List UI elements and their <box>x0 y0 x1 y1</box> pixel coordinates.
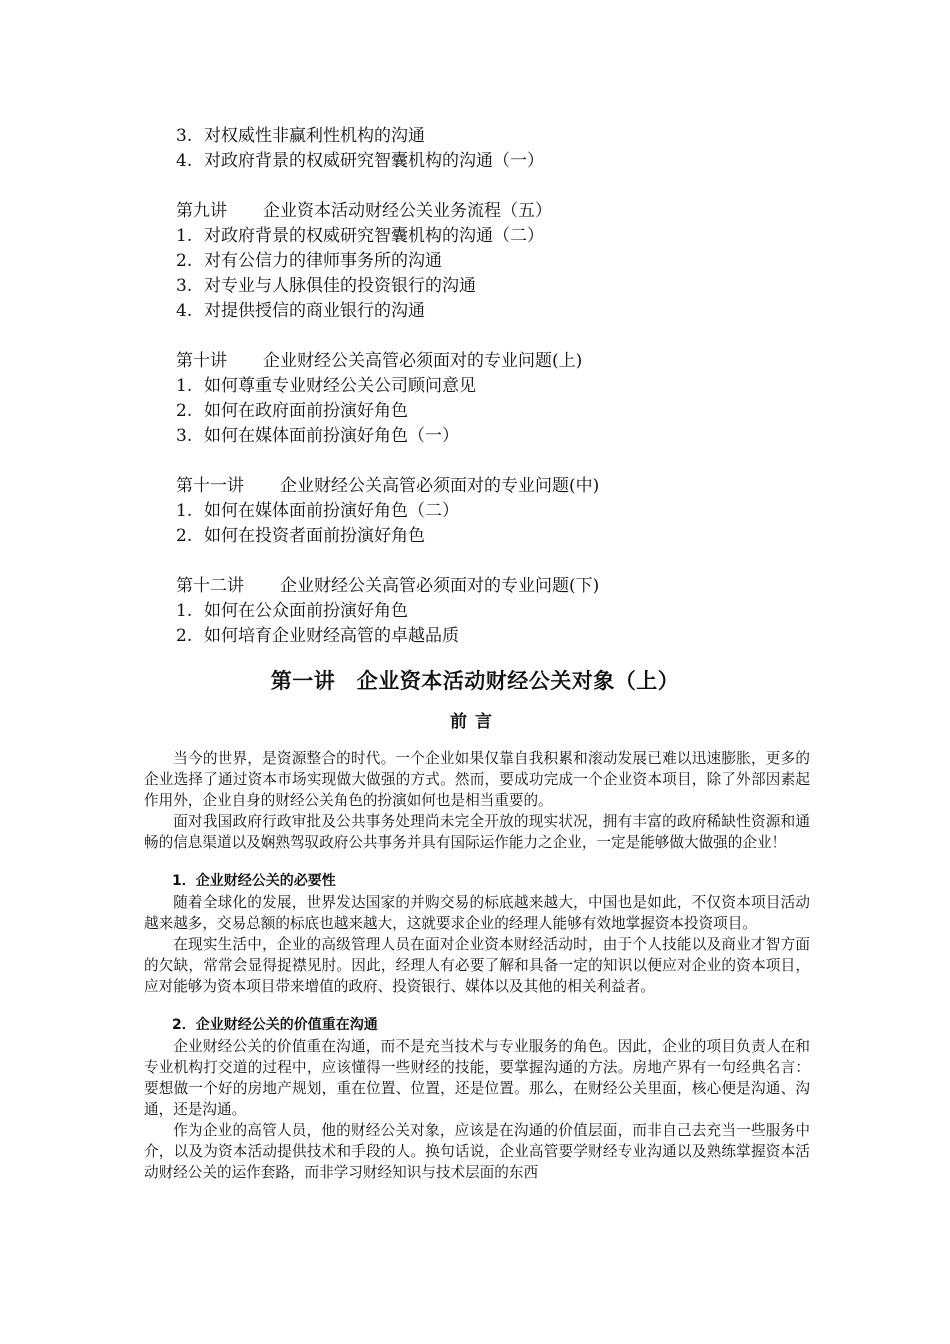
lecture-heading <box>176 199 816 224</box>
toc-item-number: 2. <box>176 526 193 546</box>
toc-item-number: 2. <box>176 251 193 271</box>
toc-item-number: 2. <box>176 626 193 646</box>
section-heading: 2．企业财经公关的价值重在沟通 <box>172 1017 378 1033</box>
toc-item-number: 1. <box>176 376 193 396</box>
toc-item-number: 3. <box>176 126 193 146</box>
section-paragraph: 作为企业的高管人员，他的财经公关对象，应该是在沟通的价值层面，而非自己去充当一些服务中介，以及为资本活动提供技术和手段的人。换句话说，企业高管要学财经专业沟通以及熟练掌握资本活动财经公关的运作套路，而非学习财经知识与技术层面的东西 <box>144 1122 810 1181</box>
toc-item-number: 4. <box>176 301 193 321</box>
toc-item-text: 对政府背景的权威研究智囊机构的沟通（二） <box>204 226 544 246</box>
toc-item <box>176 424 816 449</box>
section-heading: 1．企业财经公关的必要性 <box>172 873 336 889</box>
toc-item-number: 3. <box>176 276 193 296</box>
lecture-number: 第十二讲 <box>176 576 244 596</box>
toc-item-text: 如何尊重专业财经公关公司顾问意见 <box>204 376 476 396</box>
toc-item-number: 1. <box>176 226 193 246</box>
toc-item <box>176 524 816 549</box>
toc-item-text: 如何在媒体面前扮演好角色（一） <box>204 426 459 446</box>
body-text <box>144 748 810 1183</box>
lecture-number: 第十一讲 <box>176 476 244 496</box>
lecture-number: 第十讲 <box>176 351 227 371</box>
toc-item <box>176 224 816 249</box>
lecture-title: 企业财经公关高管必须面对的专业问题(下) <box>280 576 600 596</box>
toc-item <box>176 624 816 649</box>
lecture-heading <box>176 349 816 374</box>
toc-item-text: 对权威性非赢利性机构的沟通 <box>204 126 425 146</box>
toc-item <box>176 399 816 424</box>
toc-item <box>176 374 816 399</box>
toc-item-number: 1. <box>176 601 193 621</box>
toc-item-text: 如何在投资者面前扮演好角色 <box>204 526 425 546</box>
toc-item-number: 3. <box>176 426 193 446</box>
toc-item-text: 如何在公众面前扮演好角色 <box>204 601 408 621</box>
table-of-contents <box>176 124 816 649</box>
preface-title: 前言 <box>450 712 500 732</box>
lecture-number: 第九讲 <box>176 201 227 221</box>
toc-item-text: 对提供授信的商业银行的沟通 <box>204 301 425 321</box>
lecture-title: 企业财经公关高管必须面对的专业问题(上) <box>263 351 583 371</box>
toc-item-number: 1. <box>176 501 193 521</box>
toc-item <box>176 249 816 274</box>
toc-item <box>176 124 816 149</box>
lecture-heading <box>176 474 816 499</box>
lecture-title: 企业资本活动财经公关业务流程（五） <box>263 201 552 221</box>
section-paragraph: 随着全球化的发展，世界发达国家的并购交易的标底越来越大，中国也是如此，不仅资本项目活动越来越多，交易总额的标底也越来越大，这就要求企业的经理人能够有效地掌握资本投资项目。 <box>144 894 810 932</box>
toc-item <box>176 149 816 174</box>
toc-item-text: 如何在政府面前扮演好角色 <box>204 401 408 421</box>
toc-item-text: 如何在媒体面前扮演好角色（二） <box>204 501 459 521</box>
lecture-title: 企业财经公关高管必须面对的专业问题(中) <box>280 476 600 496</box>
toc-item <box>176 299 816 324</box>
chapter-title: 第一讲 企业资本活动财经公关对象（上） <box>270 669 680 693</box>
toc-item <box>176 599 816 624</box>
section-paragraph: 在现实生活中，企业的高级管理人员在面对企业资本财经活动时，由于个人技能以及商业才智方面的欠缺，常常会显得捉襟见肘。因此，经理人有必要了解和具备一定的知识以便应对企业的资本项目，应对能够为资本项目带来增值的政府、投资银行、媒体以及其他的相关利益者。 <box>144 936 810 995</box>
section-paragraph: 企业财经公关的价值重在沟通，而不是充当技术与专业服务的角色。因此，企业的项目负责人在和专业机构打交道的过程中，应该懂得一些财经的技能，要掌握沟通的方法。房地产界有一句经典名言：要想做一个好的房地产规划，重在位置、位置，还是位置。那么，在财经公关里面，核心便是沟通、沟通，还是沟通。 <box>144 1038 810 1118</box>
toc-item <box>176 499 816 524</box>
toc-item <box>176 274 816 299</box>
toc-item-number: 4. <box>176 151 193 171</box>
preface-paragraph: 当今的世界，是资源整合的时代。一个企业如果仅靠自我积累和滚动发展已难以迅速膨胀，更多的企业选择了通过资本市场实现做大做强的方式。然而，要成功完成一个企业资本项目，除了外部因素起作用外，企业自身的财经公关角色的扮演如何也是相当重要的。 <box>144 750 810 809</box>
lecture-heading <box>176 574 816 599</box>
toc-item-text: 对专业与人脉俱佳的投资银行的沟通 <box>204 276 476 296</box>
toc-item-text: 对政府背景的权威研究智囊机构的沟通（一） <box>204 151 544 171</box>
toc-item-text: 如何培育企业财经高管的卓越品质 <box>204 626 459 646</box>
preface-paragraph: 面对我国政府行政审批及公共事务处理尚未完全开放的现实状况，拥有丰富的政府稀缺性资源和通畅的信息渠道以及娴熟驾驭政府公共事务并具有国际运作能力之企业，一定是能够做大做强的企业！ <box>144 813 810 851</box>
toc-item-number: 2. <box>176 401 193 421</box>
toc-item-text: 对有公信力的律师事务所的沟通 <box>204 251 442 271</box>
